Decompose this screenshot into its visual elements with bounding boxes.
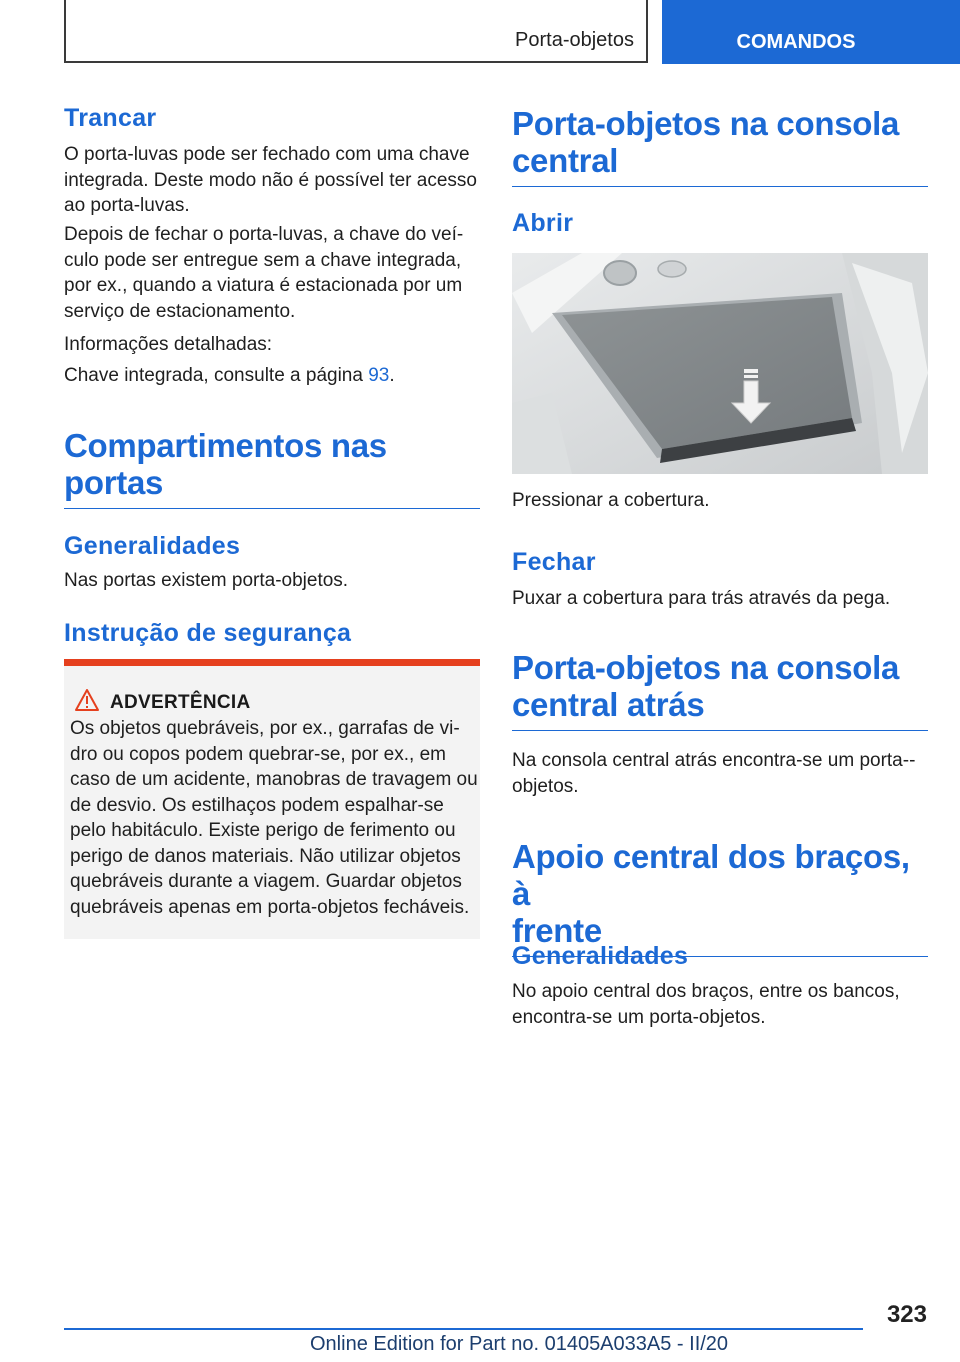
fechar-text: Puxar a cobertura para trás através da pega. [512,588,891,609]
warning-title: ADVERTÊNCIA [110,692,251,713]
abrir-heading: Abrir [512,209,574,237]
compartimentos-heading-line1: Compartimentos nas [64,427,387,464]
warning-box [64,659,480,939]
compartimentos-heading-line2: portas [64,464,164,501]
header-chapter-label: COMANDOS [736,31,856,53]
header-chapter-tab[interactable] [662,0,960,64]
warning-text: Os objetos quebráveis, por ex., garrafas de vi-dro ou copos podem quebrar-se, por ex., em caso de um acidente, manobras de travagem ou de desvio. Os estilhaços podem espalhar-se pelo habitáculo. Existe perigo de ferimento ou perigo de danos materiais. Não utilizar objetos quebráveis durante a viagem. Guardar objetos quebráveis apenas em porta-objetos fecháveis. [70,718,478,918]
page-ref-prefix: Chave integrada, consulte a página [64,365,369,386]
footer-edition: Online Edition for Part no. 01405A033A5 - II/20 [310,1333,729,1355]
consola-heading-line2: central [512,142,619,179]
generalidades-heading-right: Generalidades [512,942,689,970]
fechar-heading: Fechar [512,548,596,576]
trancar-paragraph-4 [64,363,480,389]
trancar-heading: Trancar [64,104,157,132]
apoio-heading [512,838,928,957]
trancar-paragraph-1: O porta-luvas pode ser fechado com uma chave integrada. Deste modo não é possível ter acesso ao porta-luvas. [64,144,477,216]
footer-divider [64,1328,863,1330]
consola-heading-line1: Porta-objetos na consola [512,105,900,142]
apoio-heading-line2: frente [512,912,602,949]
consola-atras-heading [512,649,928,731]
compartimentos-heading [64,427,480,509]
apoio-text: No apoio central dos braços, entre os bancos, encontra-se um porta-objetos. [512,981,900,1028]
page-number: 323 [886,1301,927,1328]
page-ref-suffix: . [389,365,395,386]
console-compartment-photo [512,253,928,474]
trancar-paragraph-2: Depois de fechar o porta-luvas, a chave do veí-culo pode ser entregue sem a chave integrada, por ex., quando a viatura é estacionada por um serviço de estacionamento. [64,224,464,322]
consola-heading [512,105,928,187]
consola-atras-heading-line1: Porta-objetos na consola [512,649,900,686]
page-ref-link[interactable]: 93 [368,365,390,386]
photo-caption: Pressionar a cobertura. [512,490,710,511]
consola-atras-text: Na consola central atrás encontra-se um porta--objetos. [512,750,916,797]
generalidades-text-left: Nas portas existem porta-objetos. [64,570,349,591]
trancar-paragraph-3: Informações detalhadas: [64,334,273,355]
console-illustration [512,253,928,474]
safety-heading: Instrução de segurança [64,619,352,647]
apoio-heading-line1: Apoio central dos braços, à [512,838,910,912]
consola-atras-heading-line2: central atrás [512,686,705,723]
header-section-title: Porta-objetos [515,29,634,51]
header-section-box [64,0,648,63]
generalidades-heading-left: Generalidades [64,532,241,560]
warning-triangle-icon [74,688,100,712]
